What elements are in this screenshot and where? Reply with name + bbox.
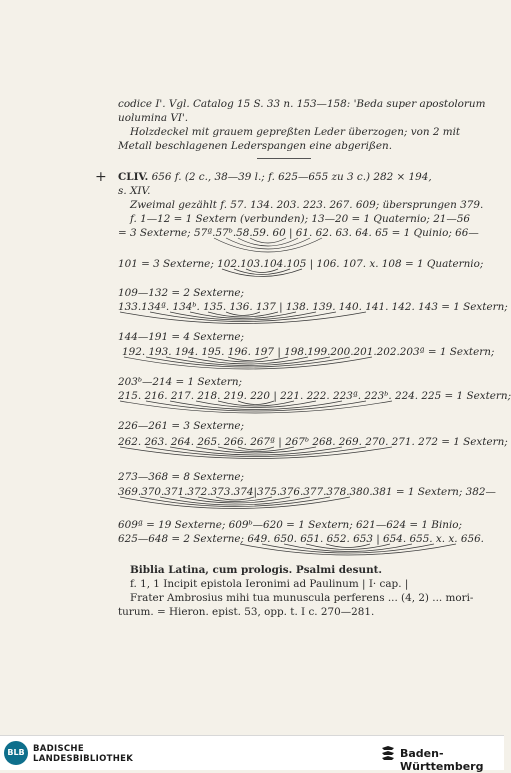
text-line: 262. 263. 264. 265. 266. 267ª | 267ᵇ 268. 269. 270. 271. 272 = 1 Sextern; — [118, 436, 508, 448]
section-divider — [257, 158, 311, 159]
text-line: s. XIV. — [118, 185, 151, 197]
state-name: Baden-Württemberg — [400, 747, 484, 773]
text-line: 192. 193. 194. 195. 196. 197 | 198.199.200.201.202.203ª = 1 Sextern; — [122, 346, 495, 358]
text-line: 101 = 3 Sexterne; 102.103.104.105 | 106. 107. x. 108 = 1 Quaternio; — [118, 258, 484, 270]
text-line: 369.370.371.372.373.374|375.376.377.378.380.381 = 1 Sextern; 382— — [118, 486, 496, 498]
text-line: Metall beschlagenen Lederspangen eine abgerißen. — [118, 140, 393, 152]
coat-of-arms-icon — [380, 743, 396, 763]
text-line: 215. 216. 217. 218. 219. 220 | 221. 222. 223ª. 223ᵇ. 224. 225 = 1 Sextern; — [118, 390, 511, 402]
text-line: 609ª = 19 Sexterne; 609ᵇ—620 = 1 Sextern; 621—624 = 1 Binio; — [118, 519, 463, 531]
text-line: 625—648 = 2 Sexterne; 649. 650. 651. 652. 653 | 654. 655. x. x. 656. — [118, 533, 484, 545]
plus-mark: + — [95, 169, 107, 185]
text-line: = 3 Sexterne; 57ª.57ᵇ.58.59. 60 | 61. 62. 63. 64. 65 = 1 Quinio; 66— — [118, 227, 479, 239]
text-line: f. 1, 1 Incipit epistola Ieronimi ad Paulinum | I· cap. | — [130, 578, 409, 590]
text-line: 226—261 = 3 Sexterne; — [118, 420, 245, 432]
library-name: BADISCHE LANDESBIBLIOTHEK — [33, 744, 134, 764]
entry-label: CLIV. — [118, 171, 149, 183]
text-line: 144—191 = 4 Sexterne; — [118, 331, 245, 343]
text-line: 656 f. (2 c., 38—39 l.; f. 625—655 zu 3 c.) 282 ⨯ 194, — [151, 171, 432, 183]
quire-arc — [214, 238, 322, 252]
text-line — [130, 564, 454, 577]
text-line: turum. = Hieron. epist. 53, opp. t. I c. 270—281. — [118, 606, 375, 618]
library-footer — [0, 735, 504, 773]
text-line: 273—368 = 8 Sexterne; — [118, 471, 245, 483]
text-line: 109—132 = 2 Sexterne; — [118, 287, 245, 299]
text-line: Holzdeckel mit grauem gepreßten Leder überzogen; von 2 mit — [130, 126, 461, 138]
text-line: 133.134ª. 134ᵇ. 135. 136. 137 | 138. 139. 140. 141. 142. 143 = 1 Sextern; — [118, 301, 508, 313]
text-line: Frater Ambrosius mihi tua munuscula perferens ... (4, 2) ... mori- — [130, 592, 474, 604]
text-line: uolumina VI'. — [118, 112, 189, 124]
text-line: codice I'. Vgl. Catalog 15 S. 33 n. 153—158: 'Beda super apostolorum — [118, 98, 486, 110]
blb-logo: BLB — [4, 741, 28, 765]
entry-heading-line — [118, 171, 454, 184]
bible-title: Biblia Latina, cum prologis. Psalmi desunt. — [130, 564, 383, 576]
text-line: f. 1—12 = 1 Sextern (verbunden); 13—20 = 1 Quaternio; 21—56 — [130, 213, 471, 225]
text-line: 203ᵇ—214 = 1 Sextern; — [118, 376, 243, 388]
text-line: Zweimal gezählt f. 57. 134. 203. 223. 267. 609; übersprungen 379. — [130, 199, 484, 211]
